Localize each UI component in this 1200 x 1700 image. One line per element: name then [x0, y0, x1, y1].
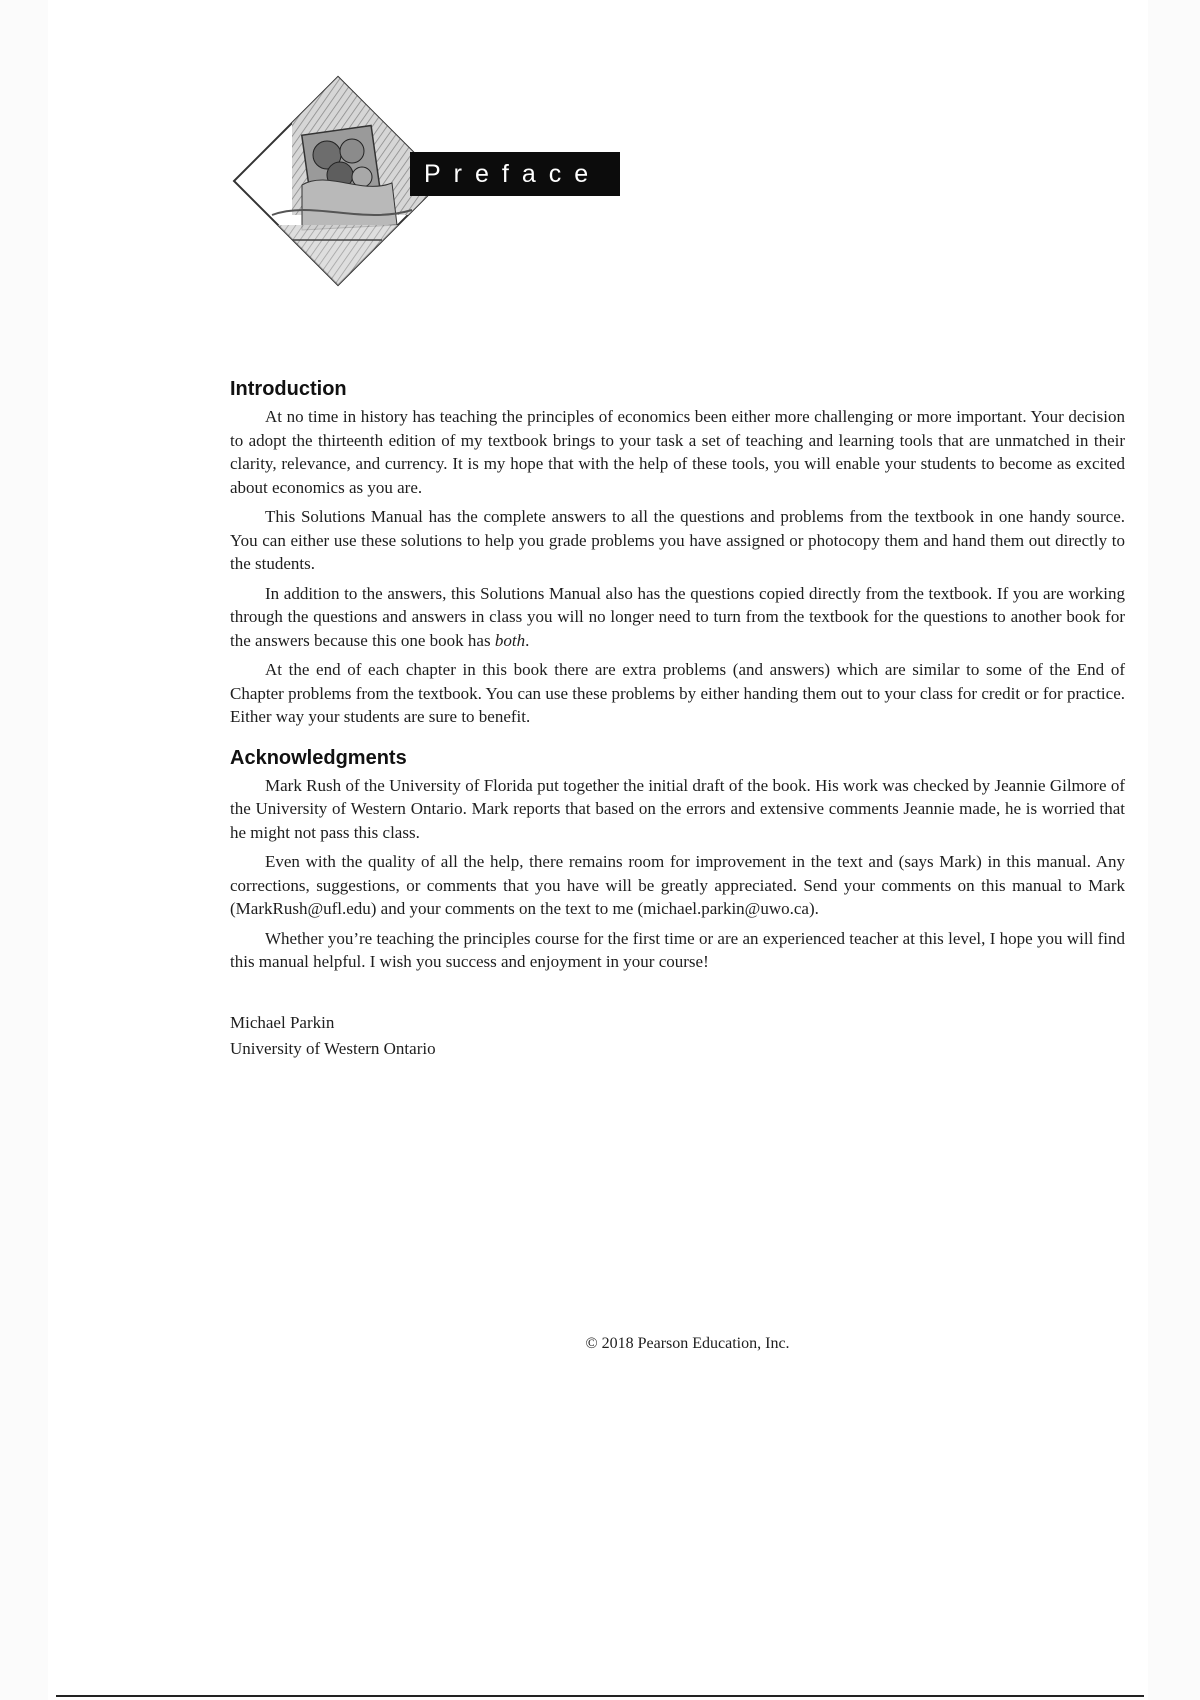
author-affiliation: University of Western Ontario [230, 1038, 436, 1058]
introduction-paragraph-3-text: In addition to the answers, this Solutions Manual also has the questions copied directly from the textbook. If you are working through the questions and answers in class you will no longer need to turn from the textbook for the questions to another book for the answers because this one book has [230, 583, 1125, 650]
preface-content [230, 378, 1125, 1062]
author-name: Michael Parkin [230, 1012, 335, 1032]
introduction-paragraph-3 [230, 582, 1125, 653]
introduction-paragraph-3-end: . [525, 630, 530, 650]
acknowledgments-heading: Acknowledgments [230, 746, 407, 769]
preface-title-band: Preface [410, 152, 620, 196]
introduction-paragraph-2: This Solutions Manual has the complete answers to all the questions and problems from the textbook in one handy source. You can either use these solutions to help you grade problems you have assigned or photocopy them and hand them out directly to the students. [230, 507, 1125, 573]
footer-divider [56, 1695, 1144, 1697]
introduction-heading: Introduction [230, 378, 347, 400]
introduction-paragraph-4: At the end of each chapter in this book there are extra problems (and answers) which are similar to some of the End of Chapter problems from the textbook. You can use these problems by either handing them out to your class for credit or for practice. Either way your students are sure to benefit. [230, 660, 1125, 726]
introduction-paragraph-1: At no time in history has teaching the principles of economics been either more challenging or more important. Your decision to adopt the thirteenth edition of my textbook brings to your task a set of teaching and learning tools that are unmatched in their clarity, relevance, and currency. It is my hope that with the help of these tools, you will enable your students to become as excited about economics as you are. [230, 407, 1125, 497]
acknowledgments-paragraph-2: Even with the quality of all the help, there remains room for improvement in the text and (says Mark) in this manual. Any corrections, suggestions, or comments that you have will be greatly appreciated. Send your comments on this manual to Mark (MarkRush@ufl.edu) and your comments on the text to me (michael.parkin@uwo.ca). [230, 852, 1125, 918]
emphasis-both: both [494, 630, 526, 650]
copyright-notice: © 2018 Pearson Education, Inc. [585, 1335, 790, 1352]
signature-block [230, 1010, 1125, 1062]
acknowledgments-paragraph-3: Whether you’re teaching the principles course for the first time or are an experienced teacher at this level, I hope you will find this manual helpful. I wish you success and enjoyment in your course! [230, 928, 1125, 971]
acknowledgments-paragraph-1: Mark Rush of the University of Florida put together the initial draft of the book. His work was checked by Jeannie Gilmore of the University of Western Ontario. Mark reports that based on the errors and extensive comments Jeannie made, he is worried that he might not pass this class. [230, 775, 1125, 842]
